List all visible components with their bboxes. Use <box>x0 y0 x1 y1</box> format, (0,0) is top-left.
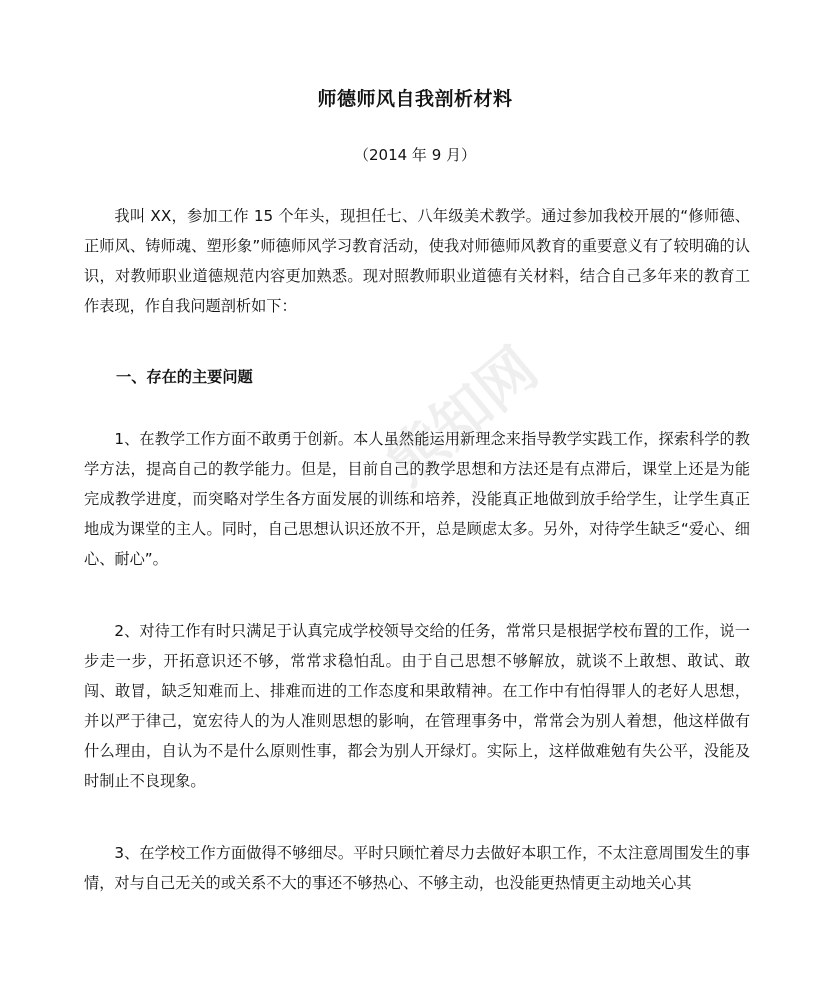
intro-paragraph: 我叫 XX，参加工作 15 个年头，现担任七、八年级美术教学。通过参加我校开展的“修师德、正师风、铸师魂、塑形象”师德师风学习教育活动，使我对师德师风教育的重要意义有了较明确的认识，对教师职业道德规范内容更加熟悉。现对照教师职业道德有关材料，结合自己多年来的教育工作表现，作自我问题剖析如下： <box>84 207 750 315</box>
problem-item-3: 3、在学校工作方面做得不够细尽。平时只顾忙着尽力去做好本职工作，不太注意周围发生的事情，对与自己无关的或关系不大的事还不够热心、不够主动，也没能更热情更主动地关心其 <box>84 844 750 892</box>
document-date: （2014 年 9 月） <box>353 146 477 164</box>
svg-text:熊知网: 熊知网 <box>373 334 551 499</box>
section-heading: 一、存在的主要问题 <box>116 368 253 386</box>
problem-item-1: 1、在教学工作方面不敢勇于创新。本人虽然能运用新理念来指导教学实践工作，探索科学的教学方法，提高自己的教学能力。但是，目前自己的教学思想和方法还是有点滞后，课堂上还是为能完成教学进度，而突略对学生各方面发展的训练和培养，没能真正地做到放手给学生，让学生真正地成为课堂的主人。同时，自己思想认识还放不开，总是顾虑太多。另外，对待学生缺乏“爱心、细心、耐心”。 <box>84 430 750 568</box>
document-title: 师德师风自我剖析材料 <box>317 87 513 110</box>
problem-item-2: 2、对待工作有时只满足于认真完成学校领导交给的任务，常常只是根据学校布置的工作，说一步走一步，开拓意识还不够，常常求稳怕乱。由于自己思想不够解放，就谈不上敢想、敢试、敢闯、敢冒，缺乏知难而上、排难而进的工作态度和果敢精神。在工作中有怕得罪人的老好人思想，并以严于律己，宽宏待人的为人准则思想的影响，在管理事务中，常常会为别人着想，他这样做有什么理由，自认为不是什么原则性事，都会为别人开绿灯。实际上，这样做难勉有失公平，没能及时制止不良现象。 <box>84 622 750 790</box>
